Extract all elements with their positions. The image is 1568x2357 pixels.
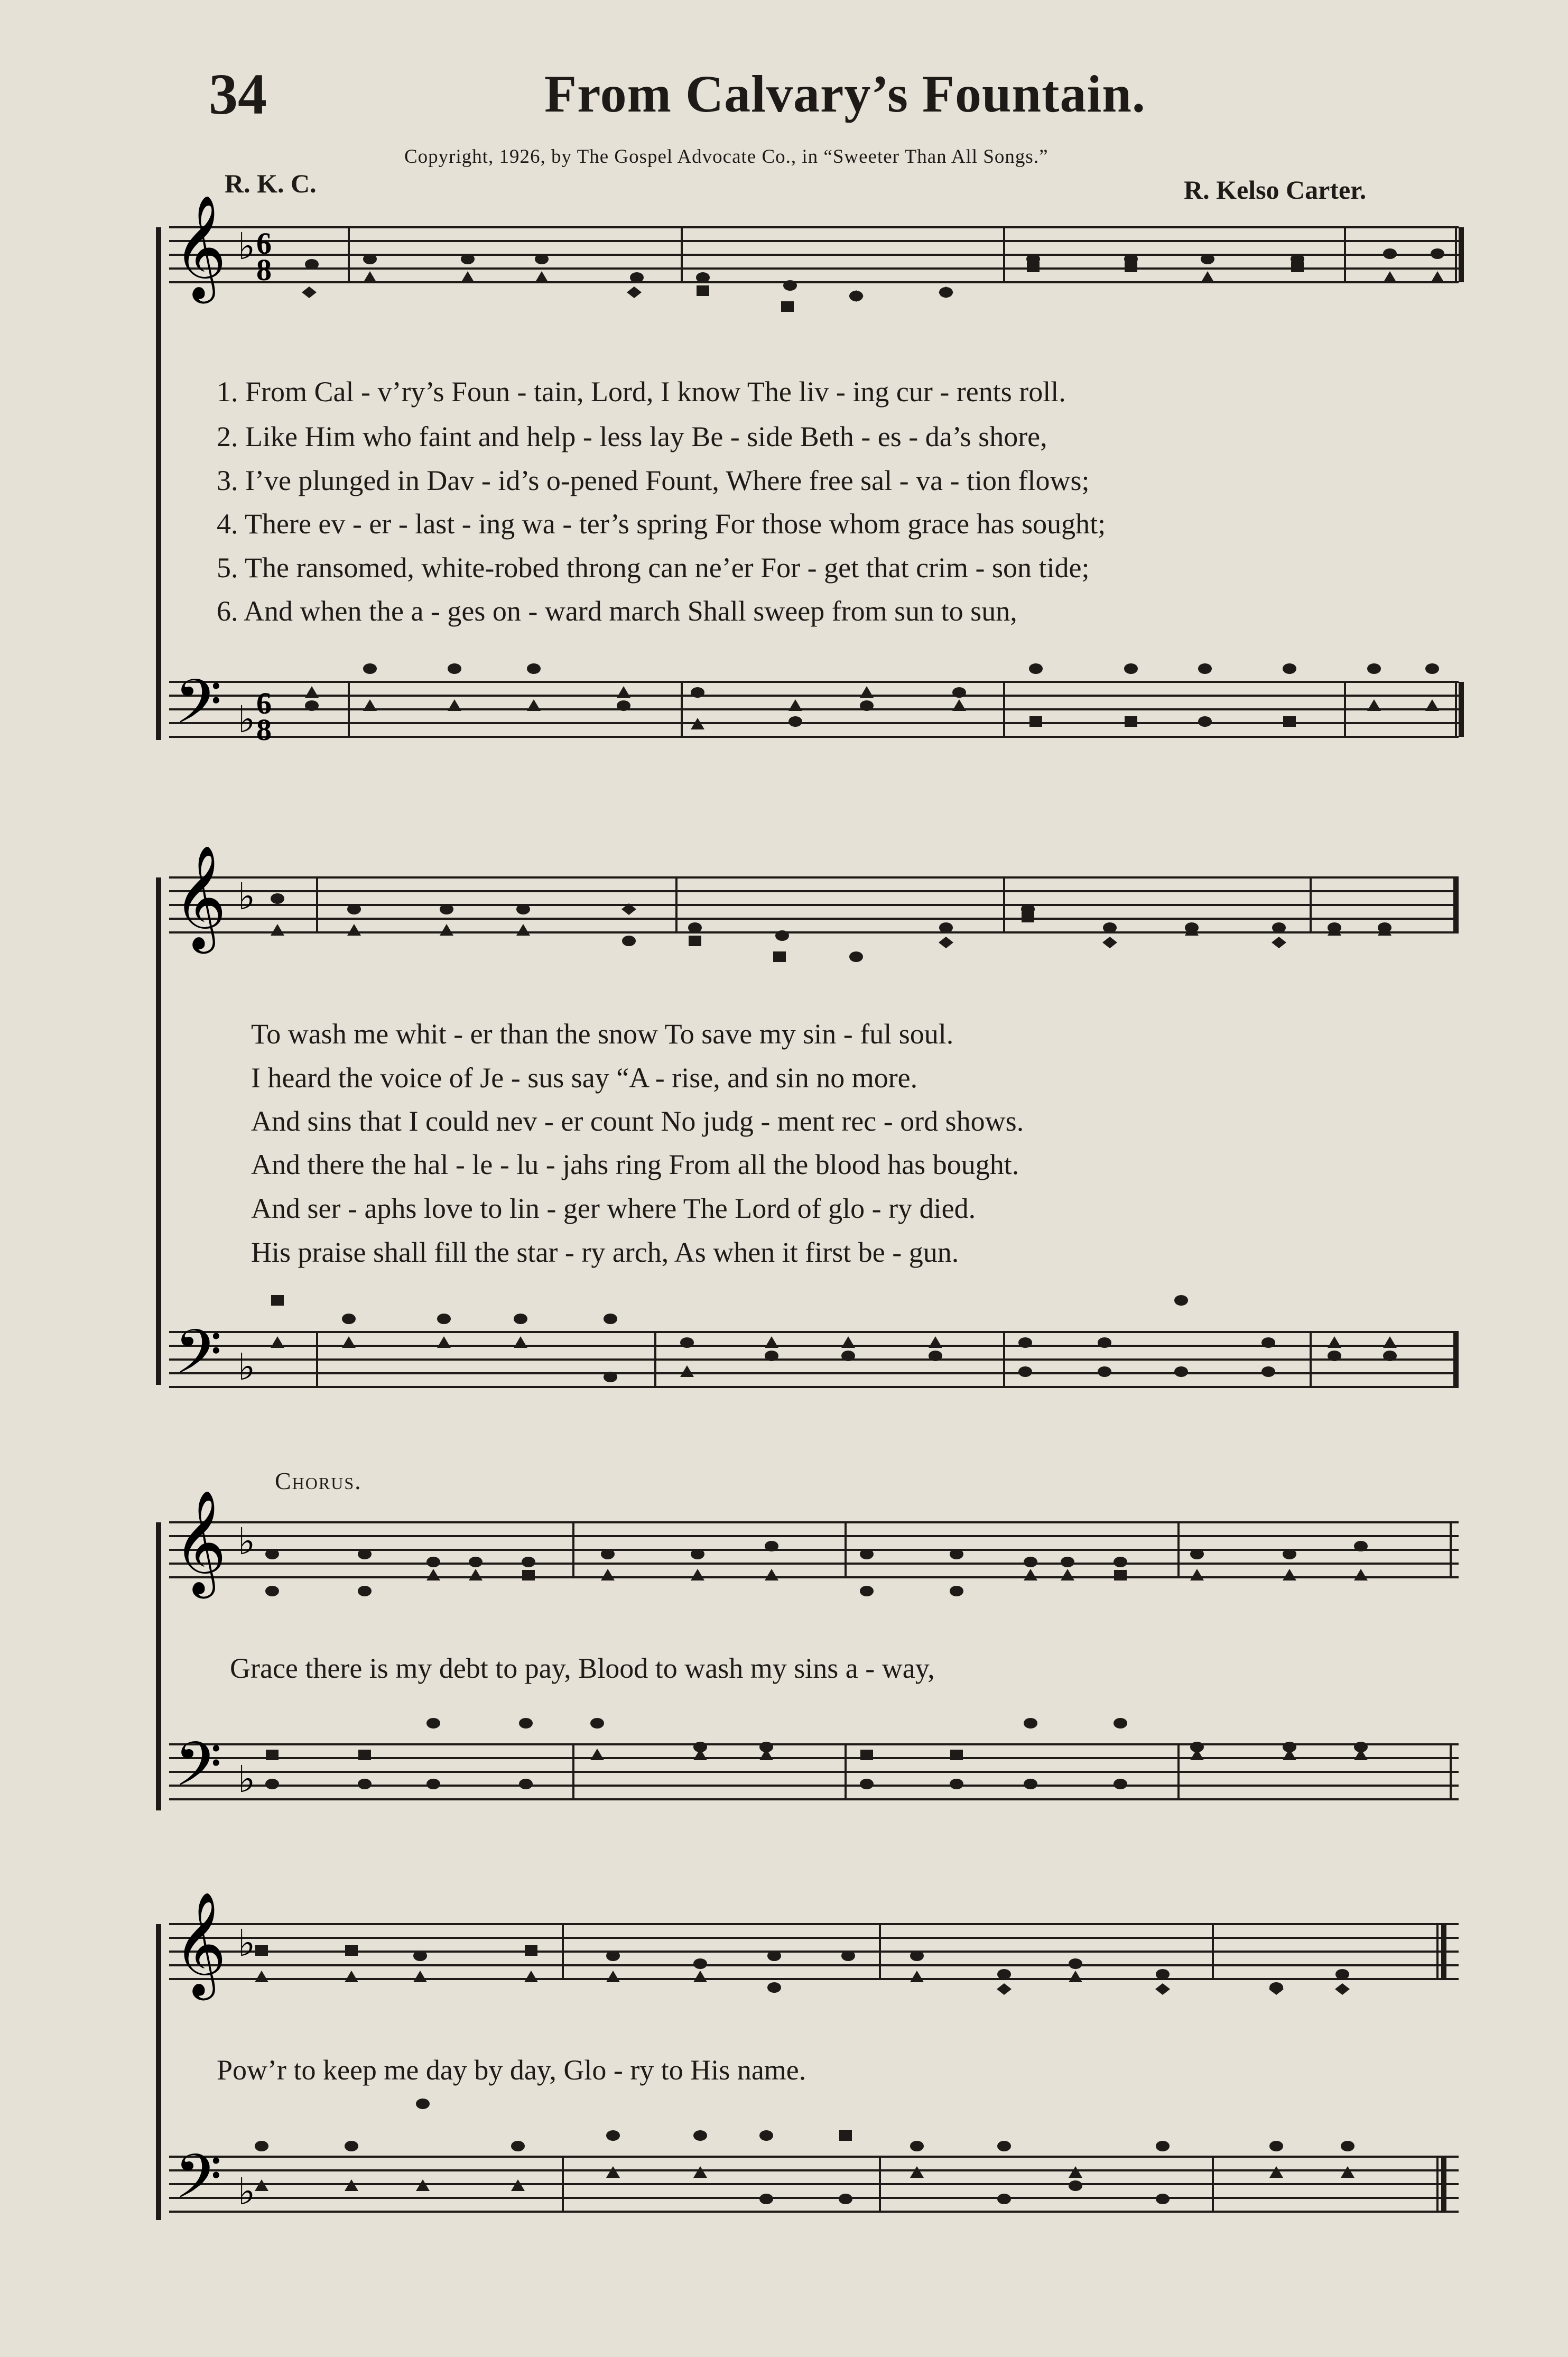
svg-text:♭: ♭ bbox=[238, 875, 256, 918]
verse-5-line-2: And ser - aphs love to lin - ger where The Lord of glo - ry died. bbox=[251, 1193, 976, 1224]
verse-6-line-2: His praise shall fill the star - ry arch, As when it first be - gun. bbox=[251, 1236, 959, 1268]
svg-text:♭: ♭ bbox=[238, 1921, 256, 1965]
svg-text:𝄞: 𝄞 bbox=[173, 1891, 227, 1996]
svg-text:♭: ♭ bbox=[238, 225, 256, 268]
svg-text:𝄞: 𝄞 bbox=[173, 195, 227, 299]
verse-4-line-1: 4. There ev - er - last - ing wa - ter’s spring For those whom grace has sought; bbox=[217, 508, 1106, 540]
chorus-line-1: Grace there is my debt to pay, Blood to wash my sins a - way, bbox=[230, 1652, 935, 1684]
verse-2-line-1: 2. Like Him who faint and help - less lay Be - side Beth - es - da’s shore, bbox=[217, 421, 1047, 452]
verse-3-line-1: 3. I’ve plunged in Dav - id’s o-pened Fount, Where free sal - va - tion flows; bbox=[217, 465, 1090, 496]
verse-5-line-1: 5. The ransomed, white-robed throng can ne’er For - get that crim - son tide; bbox=[217, 552, 1090, 584]
svg-text:♭: ♭ bbox=[238, 2170, 256, 2213]
copyright-notice: Copyright, 1926, by The Gospel Advocate Co., in “Sweeter Than All Songs.” bbox=[404, 146, 1049, 168]
svg-text:6: 6 bbox=[256, 226, 272, 261]
svg-text:𝄞: 𝄞 bbox=[173, 845, 227, 949]
svg-text:𝄢: 𝄢 bbox=[174, 1729, 222, 1815]
svg-text:𝄢: 𝄢 bbox=[174, 1317, 222, 1403]
svg-text:♭: ♭ bbox=[238, 698, 256, 741]
hymn-number: 34 bbox=[209, 62, 267, 126]
verse-2-line-2: I heard the voice of Je - sus say “A - rise, and sin no more. bbox=[251, 1062, 918, 1094]
svg-text:♭: ♭ bbox=[238, 1758, 256, 1801]
svg-text:8: 8 bbox=[256, 713, 272, 747]
svg-text:♭: ♭ bbox=[238, 1345, 256, 1389]
svg-text:♭: ♭ bbox=[238, 1520, 256, 1563]
chorus-line-2: Pow’r to keep me day by day, Glo - ry to His name. bbox=[217, 2054, 806, 2086]
verse-4-line-2: And there the hal - le - lu - jahs ring From all the blood has bought. bbox=[251, 1149, 1019, 1180]
hymn-title: From Calvary’s Fountain. bbox=[544, 64, 1146, 123]
verse-3-line-2: And sins that I could nev - er count No judg - ment rec - ord shows. bbox=[251, 1105, 1024, 1137]
music-composer: R. Kelso Carter. bbox=[1184, 175, 1367, 205]
svg-text:𝄢: 𝄢 bbox=[174, 2141, 222, 2227]
svg-text:6: 6 bbox=[256, 686, 272, 720]
verse-1-line-2: To wash me whit - er than the snow To save my sin - ful soul. bbox=[251, 1018, 954, 1050]
chorus-label: Chorus. bbox=[275, 1467, 362, 1494]
words-author: R. K. C. bbox=[225, 169, 317, 198]
svg-text:𝄢: 𝄢 bbox=[174, 667, 222, 753]
svg-text:𝄞: 𝄞 bbox=[173, 1490, 227, 1594]
verse-6-line-1: 6. And when the a - ges on - ward march Shall sweep from sun to sun, bbox=[217, 595, 1017, 627]
svg-text:8: 8 bbox=[256, 253, 272, 287]
verse-1-line-1: 1. From Cal - v’ry’s Foun - tain, Lord, I know The liv - ing cur - rents roll. bbox=[217, 376, 1066, 408]
